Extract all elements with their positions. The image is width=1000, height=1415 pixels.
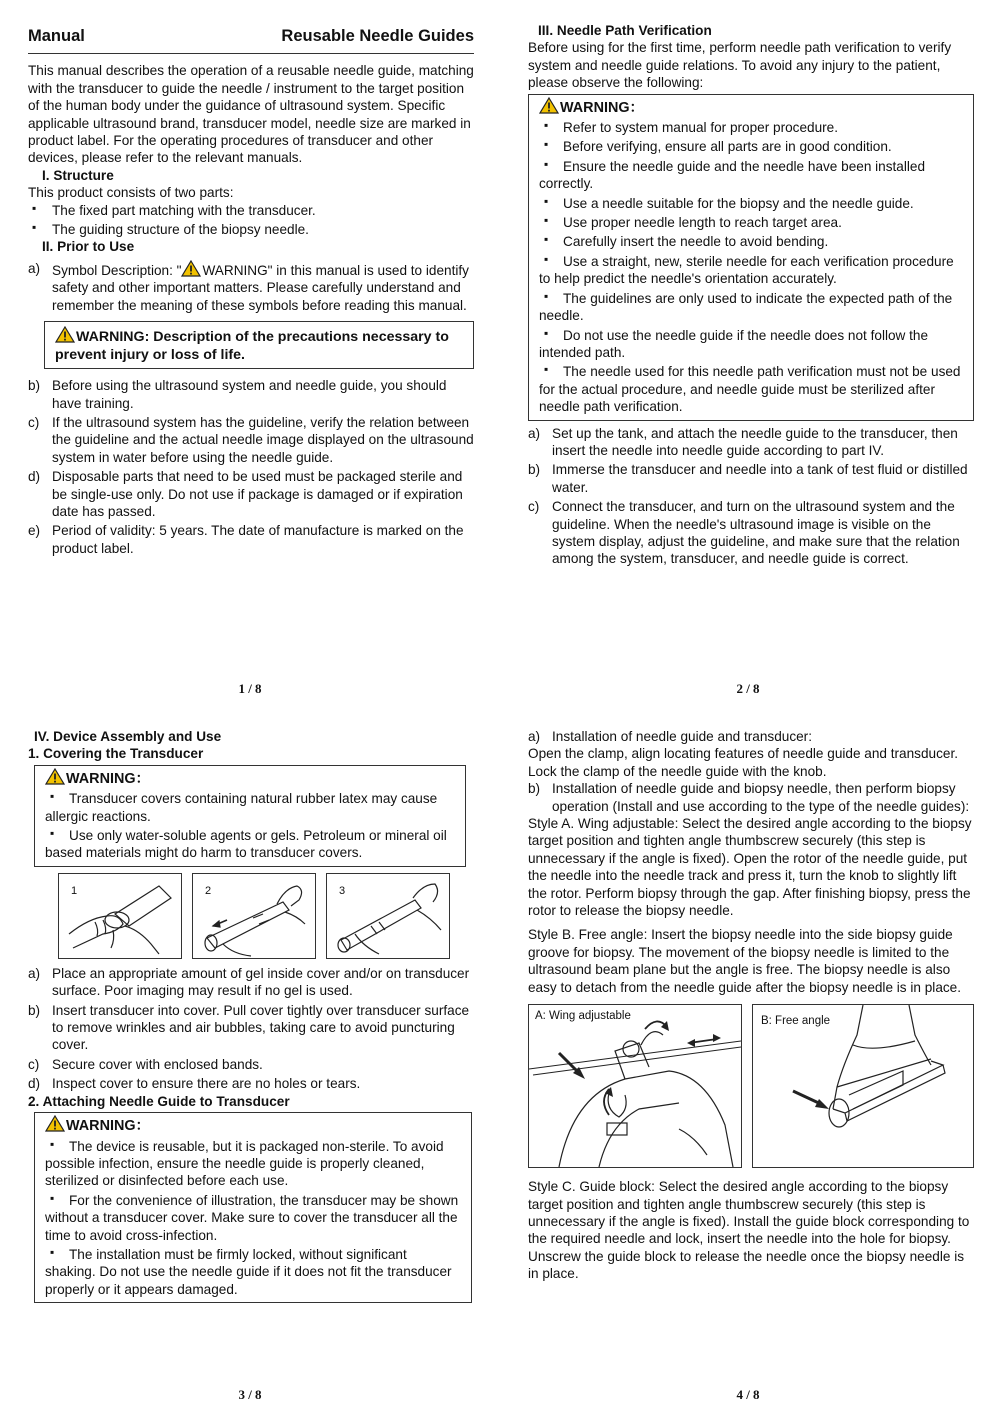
page-number: 1 / 8	[238, 681, 262, 696]
warning-heading: WARNING：	[539, 97, 963, 117]
bullet-icon: ▪	[544, 251, 549, 266]
warning-item: ▪ Before verifying, ensure all parts are in good condition.	[544, 137, 892, 155]
subsection-attaching-title: 2. Attaching Needle Guide to Transducer	[28, 1093, 290, 1109]
bullet-icon: ▪	[544, 232, 549, 247]
warning-item: ▪ The needle used for this needle path verification must not be used for the actual procedure, and needle guide must be sterilized after needle path verification.	[539, 362, 961, 415]
cover-step: c) Secure cover with enclosed bands.	[28, 1056, 263, 1072]
bullet-icon: ▪	[32, 200, 37, 215]
warning-item: ▪ Transducer covers containing natural rubber latex may cause allergic reactions.	[45, 789, 438, 824]
warning-item: ▪ Refer to system manual for proper procedure.	[544, 118, 839, 136]
warning-box	[34, 765, 466, 867]
cover-step-figure: 3	[326, 873, 450, 959]
warning-item: ▪ Use a straight, new, sterile needle for each verification procedure to help predict the needle's orientation accurately.	[539, 251, 954, 287]
warning-item: ▪ Use only water-soluble agents or gels. Petroleum or mineral oil based materials might do harm to transducer covers.	[45, 826, 447, 861]
figure-a-label: A: Wing adjustable	[533, 1008, 633, 1025]
bullet-icon: ▪	[50, 789, 55, 804]
prior-item: d) Disposable parts that need to be used must be packaged sterile and be single-use only. Do not use if package is damaged or if expiration date has passed.	[28, 469, 463, 519]
cover-step: a) Place an appropriate amount of gel inside cover and/or on transducer surface. Poor imaging may result if no gel is used.	[28, 965, 470, 999]
verification-intro: Before using for the first time, perform needle path verification to verify system and needle guide relations. To avoid any injury to the patient, please observe the following:	[528, 40, 952, 91]
warning-item: ▪ Ensure the needle guide and the needle have been installed correctly.	[539, 156, 926, 192]
figure-b-label: B: Free angle	[759, 1013, 832, 1030]
figure-wing-adjustable	[528, 1004, 742, 1168]
style-b-paragraph: Style B. Free angle: Insert the biopsy needle into the side biopsy guide groove for biopsy. The movement of the biopsy needle is limited to the ultrasound beam plane but the angle is free. The biopsy needle is also easy to detach from the needle guide after the biopsy needle is in place.	[528, 927, 962, 995]
bullet-icon: ▪	[50, 1244, 55, 1259]
structure-item: ▪ The guiding structure of the biopsy needle.	[32, 220, 309, 238]
structure-item: ▪ The fixed part matching with the transducer.	[32, 200, 316, 218]
header-right: Reusable Needle Guides	[281, 27, 474, 45]
warning-heading: WARNING：	[45, 768, 455, 788]
bullet-icon: ▪	[544, 362, 549, 377]
warning-box	[528, 94, 974, 421]
warning-item: ▪ Use a needle suitable for the biopsy and the needle guide.	[544, 193, 914, 211]
warning-item: ▪ For the convenience of illustration, the transducer may be shown without a transducer cover. Make sure to cover the transducer all the time to avoid cross-infection.	[45, 1190, 459, 1243]
warning-item: ▪ Do not use the needle guide if the needle does not follow the intended path.	[539, 325, 929, 360]
prior-item: c) If the ultrasound system has the guideline, verify the relation between the guideline and the actual needle image displayed on the ultrasound system in water before using the needle guide.	[28, 414, 474, 465]
page-3	[28, 728, 474, 1303]
verification-step: b) Immerse the transducer and needle into a tank of test fluid or distilled water.	[528, 462, 968, 495]
verification-step: a) Set up the tank, and attach the needle guide to the transducer, then insert the needle into needle guide according to part IV.	[528, 425, 958, 458]
warning-box	[34, 1112, 472, 1303]
section-structure-title: I. Structure	[42, 167, 114, 183]
warning-triangle-icon	[45, 1115, 65, 1132]
install-item-a: a) Installation of needle guide and transducer:	[528, 729, 812, 744]
cover-step-figure: 2	[192, 873, 316, 959]
prior-item: e) Period of validity: 5 years. The date of manufacture is marked on the product label.	[28, 523, 464, 556]
page-1	[28, 22, 474, 557]
bullet-icon: ▪	[32, 220, 37, 235]
warning-triangle-icon	[45, 768, 65, 785]
warning-symbol-box: WARNING: Description of the precautions necessary to prevent injury or loss of life.	[44, 321, 474, 369]
section-assembly-title: IV. Device Assembly and Use	[34, 729, 222, 744]
cover-step: b) Insert transducer into cover. Pull cover tightly over transducer surface to remove wrinkles and air bubbles, taking care to avoid puncturing cover.	[28, 1002, 470, 1053]
bullet-icon: ▪	[544, 325, 549, 340]
install-a-text: Open the clamp, align locating features of needle guide and transducer. Lock the clamp of the needle guide with the knob.	[528, 746, 959, 779]
header-left: Manual	[28, 27, 85, 45]
bullet-icon: ▪	[50, 1190, 55, 1205]
cover-step: d) Inspect cover to ensure there are no holes or tears.	[28, 1076, 361, 1092]
wing-adjustable-illustration	[529, 1005, 741, 1167]
prior-item: b) Before using the ultrasound system and needle guide, you should have training.	[28, 378, 447, 411]
bullet-icon: ▪	[544, 118, 549, 133]
page-number: 4 / 8	[736, 1387, 760, 1402]
warning-item: ▪ The installation must be firmly locked, without significant shaking. Do not use the needle guide if it does not fit the transducer properly or it appears damaged.	[45, 1244, 452, 1297]
warning-item: ▪ The device is reusable, but it is packaged non-sterile. To avoid possible infection, ensure the needle guide is properly cleaned, sterilized or disinfected before each use.	[45, 1136, 444, 1189]
bullet-icon: ▪	[544, 137, 549, 152]
prior-item-a: a) Symbol Description: " WARNING" in this manual is used to identify safety and other important matters. Please carefully understand and remember the meaning of these symbols before reading this manual.	[28, 260, 469, 313]
warning-item: ▪ The guidelines are only used to indicate the expected path of the needle.	[539, 288, 953, 324]
warning-triangle-icon	[539, 97, 559, 114]
page-4	[528, 728, 974, 1283]
structure-text: This product consists of two parts:	[28, 185, 234, 201]
intro-paragraph: This manual describes the operation of a reusable needle guide, matching with the transducer to guide the needle / instrument to the target position of the human body under the guidance of ultrasound system. Specific applicable ultrasound brand, transducer model, needle size are marked in product label. For the operating procedures of transducer and other devices, please refer to the relevant manuals.	[28, 63, 474, 166]
style-a-paragraph: Style A. Wing adjustable: Select the desired angle according to the biopsy target position and tighten angle thumbscrew securely (this step is unnecessary if the angle is fixed). Open the rotor of the needle guide, put the needle into the needle track and press it, turn the knob to slightly lift the rotor. Perform biopsy through the gap. After finishing biopsy, press the rotor to release the biopsy needle.	[528, 816, 972, 919]
page-number: 3 / 8	[238, 1387, 262, 1402]
bullet-icon: ▪	[544, 193, 549, 208]
warning-item: ▪ Use proper needle length to reach target area.	[544, 213, 842, 231]
hands-gel-illustration	[59, 874, 181, 958]
bullet-icon: ▪	[50, 1136, 55, 1151]
warning-heading: WARNING：	[45, 1115, 461, 1135]
bullet-icon: ▪	[544, 288, 549, 303]
bullet-icon: ▪	[50, 826, 55, 841]
page-number: 2 / 8	[736, 681, 760, 696]
section-verification-title: III. Needle Path Verification	[538, 23, 712, 38]
header-rule	[28, 53, 474, 54]
bullet-icon: ▪	[544, 156, 549, 171]
bullet-icon: ▪	[544, 213, 549, 228]
cover-step-figure: 1	[58, 873, 182, 959]
cover-illustrations	[58, 873, 474, 959]
needle-guide-figures	[528, 1004, 974, 1168]
warning-item: ▪ Carefully insert the needle to avoid bending.	[544, 232, 829, 250]
manual-header	[28, 22, 474, 45]
page-2	[528, 22, 974, 568]
subsection-covering-title: 1. Covering the Transducer	[28, 746, 204, 762]
warning-triangle-icon	[55, 326, 75, 343]
secure-cover-illustration	[327, 874, 449, 958]
insert-transducer-illustration	[193, 874, 315, 958]
section-prior-title: II. Prior to Use	[42, 239, 135, 255]
warning-triangle-icon	[181, 260, 201, 277]
verification-step: c) Connect the transducer, and turn on the ultrasound system and the guideline. When the needle's ultrasound image is visible on the system display, adjust the guideline, and make sure that the relation among the system, transducer, and needle guide is correct.	[528, 499, 960, 567]
install-item-b: b) Installation of needle guide and biopsy needle, then perform biopsy operation (Install and use according to the type of the needle guides):	[528, 781, 970, 814]
style-c-paragraph: Style C. Guide block: Select the desired angle according to the biopsy target position and tighten angle thumbscrew securely (this step is unnecessary if the angle is fixed). Install the guide block corresponding to the required needle and lock, insert the needle into the hole for biopsy. Unscrew the guide block to release the needle once the biopsy needle is in place.	[528, 1179, 970, 1282]
figure-free-angle	[752, 1004, 974, 1168]
